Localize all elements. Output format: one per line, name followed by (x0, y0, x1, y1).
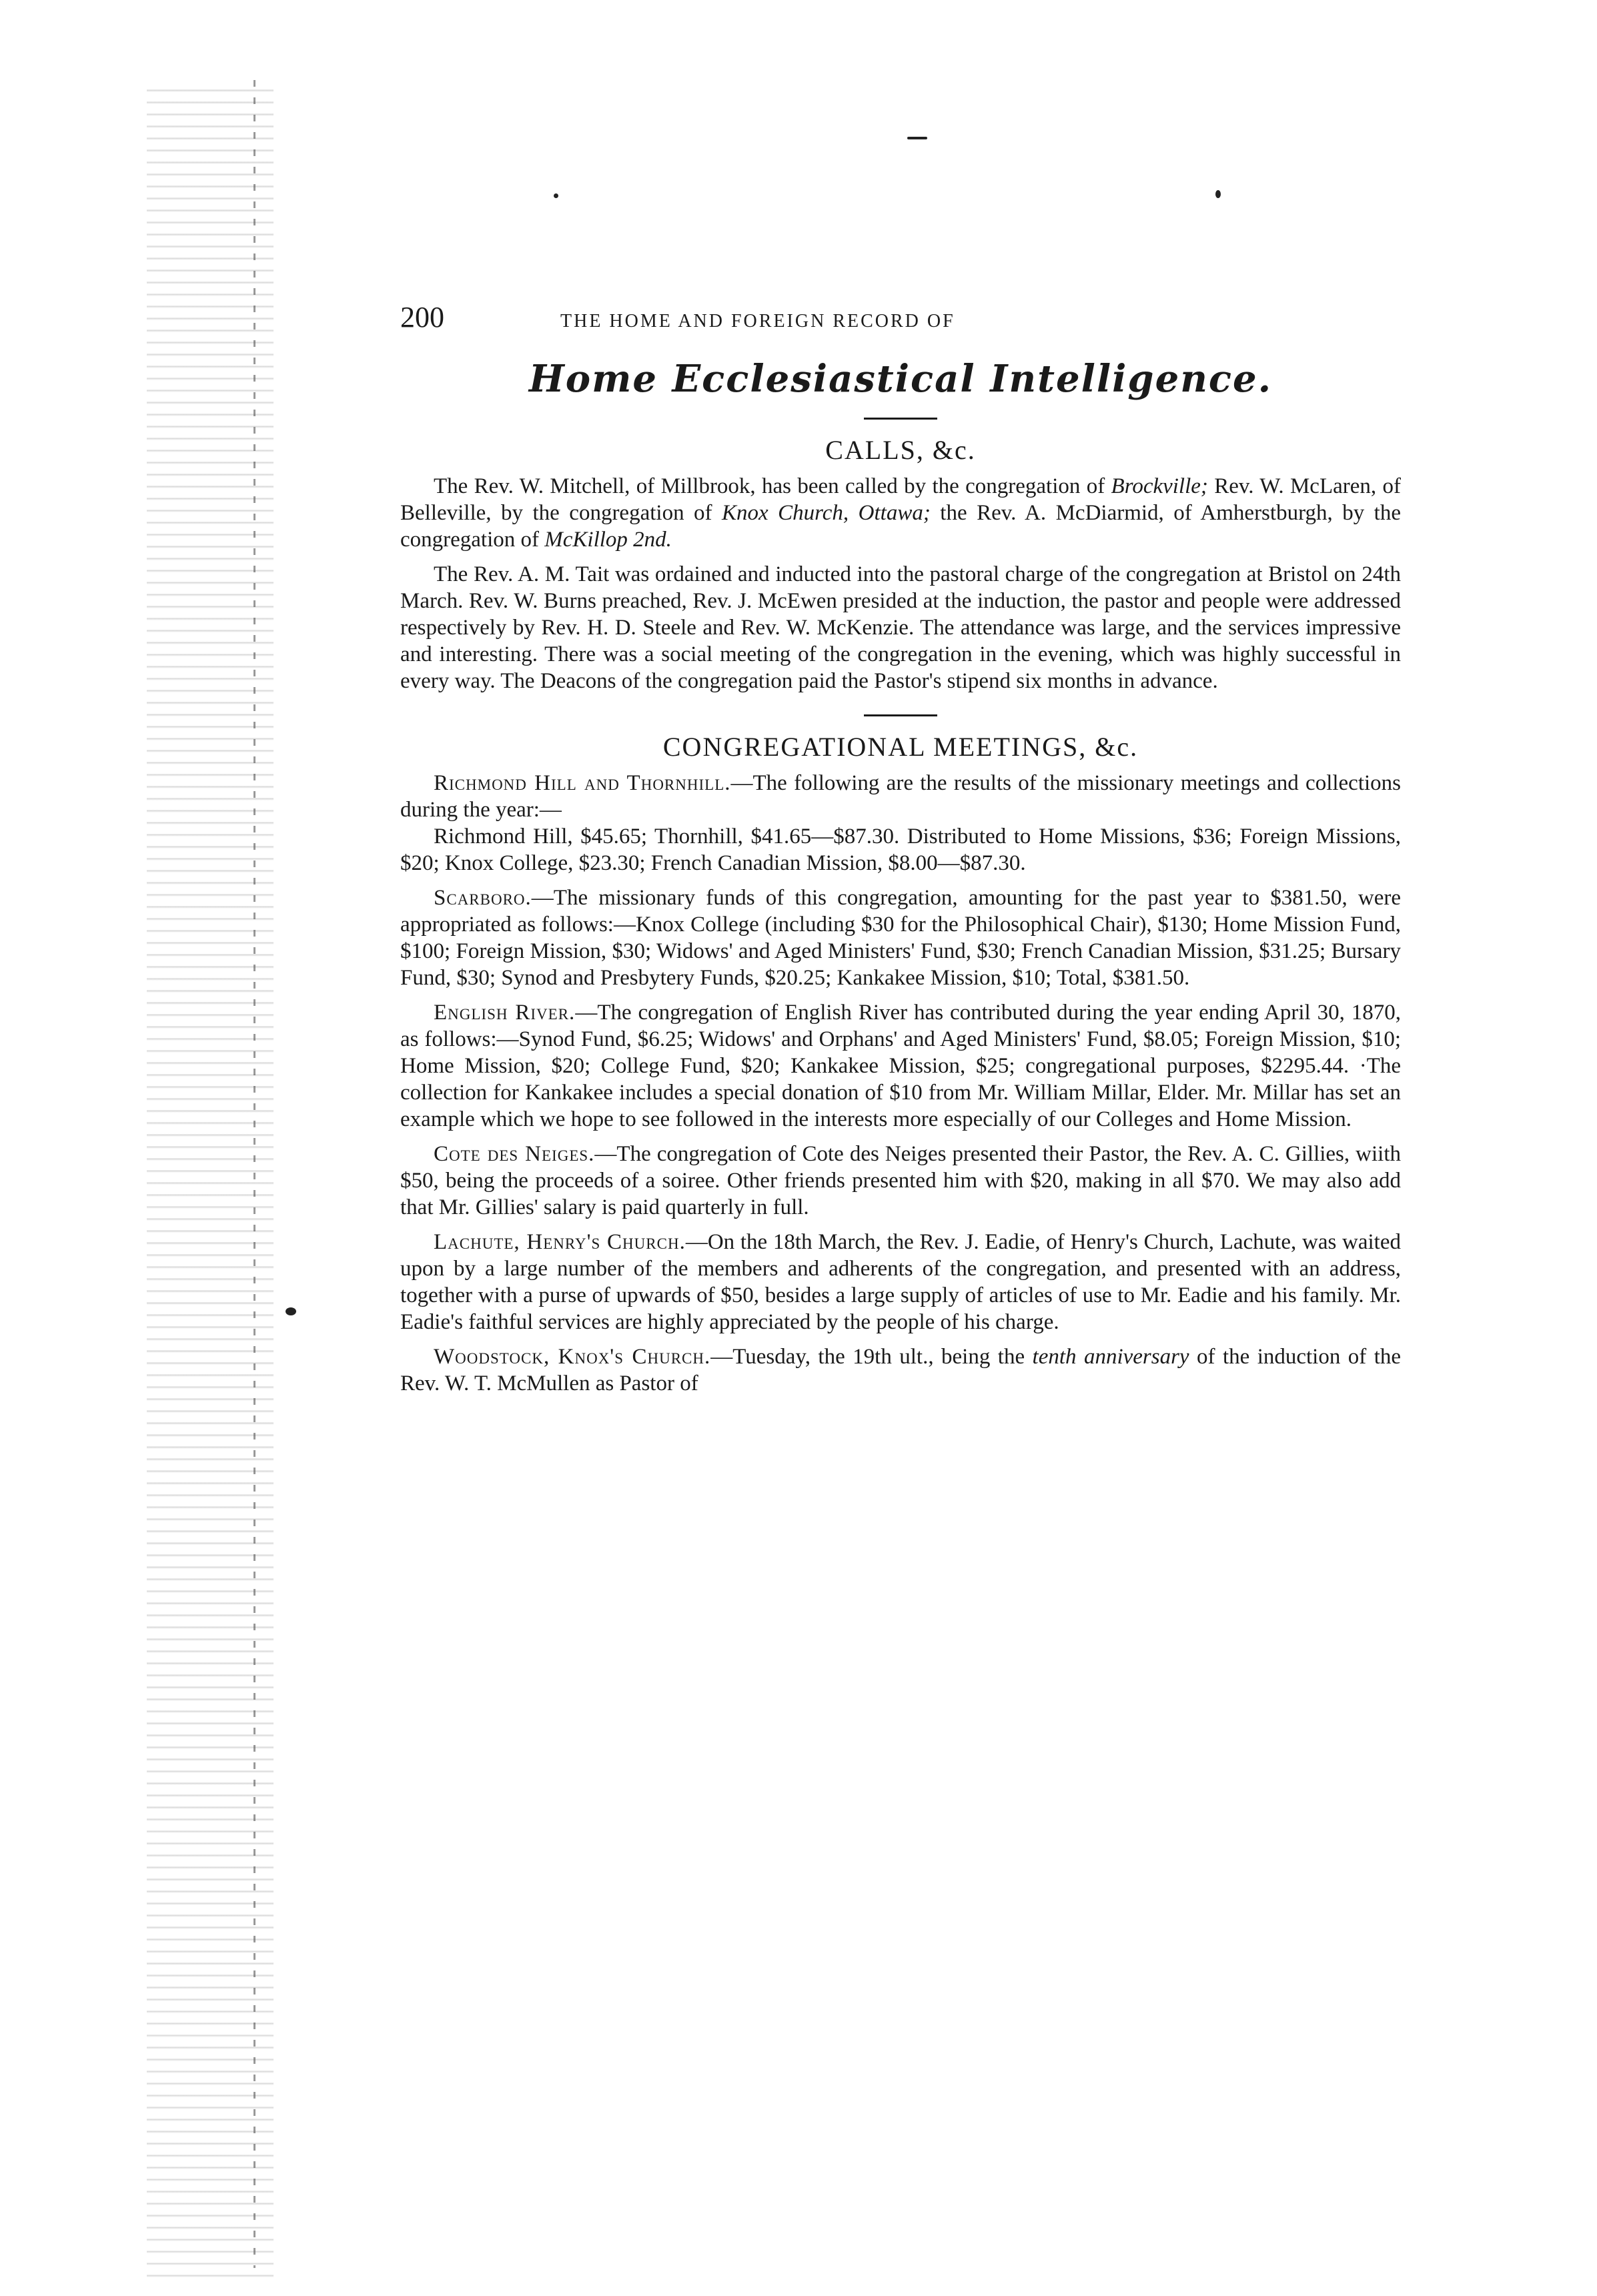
binding-line (253, 80, 255, 2268)
run-in-heading: Woodstock, Knox's Church. (434, 1344, 711, 1369)
page-number: 200 (400, 301, 444, 334)
richmond-paragraph: Richmond Hill and Thornhill.—The following are the results of the missionary meetings and collections during the year:— (400, 770, 1402, 822)
lachute-paragraph: Lachute, Henry's Church.—On the 18th March, the Rev. J. Eadie, of Henry's Church, Lachute, was waited upon by a large number of the members and adherents of the congregation, and presented with an address, together with a purse of upwards of $50, besides a large supply of articles of use to Mr. Eadie and his family. Mr. Eadie's faithful services are highly appreciated by the people of his charge. (400, 1229, 1401, 1334)
section-title: Home Ecclesiastical Intelligence. (528, 357, 1273, 401)
richmond-collections: Richmond Hill, $45.65; Thornhill, $41.65—$87.30. Distributed to Home Missions, $36; Foreign Missions, $20; Knox College, $23.30; French Canadian Mission, $8.00—$87.30. (400, 824, 1401, 875)
ink-speck (554, 193, 558, 198)
run-in-heading: Lachute, Henry's Church. (434, 1229, 686, 1254)
divider (864, 714, 937, 716)
divider (864, 418, 937, 420)
calls-heading: CALLS, &c. (825, 434, 976, 465)
woodstock-paragraph: Woodstock, Knox's Church.—Tuesday, the 19th ult., being the tenth anniversary of the induction of the Rev. W. T. McMullen as Pastor of (400, 1344, 1402, 1395)
run-in-heading: Cote des Neiges. (434, 1141, 595, 1166)
run-in-heading: Richmond Hill and Thornhill. (434, 770, 731, 795)
ink-speck (286, 1307, 296, 1315)
page-content (400, 300, 1401, 1405)
cote-des-neiges-paragraph: Cote des Neiges.—The congregation of Cote des Neiges presented their Pastor, the Rev. A. C. Gillies, wiith $50, being the proceeds of a soiree. Other friends presented him with $20, making in all $70. We may also add that Mr. Gillies' salary is paid quarterly in full. (400, 1141, 1401, 1219)
calls-paragraph-2: The Rev. A. M. Tait was ordained and inducted into the pastoral charge of the congregation at Bristol on 24th March. Rev. W. Burns preached, Rev. J. McEwen presided at the induction, the pastor and people were addressed respectively by Rev. H. D. Steele and Rev. W. McKenzie. The attendance was large, and the services impressive and interesting. There was a social meeting of the congregation in the evening, which was highly successful in every way. The Deacons of the congregation paid the Pastor's stipend six months in advance. (400, 562, 1401, 693)
journal-title: THE HOME AND FOREIGN RECORD OF (560, 311, 955, 332)
run-in-heading: English River. (434, 1000, 576, 1025)
ink-speck (1215, 190, 1221, 198)
run-in-heading: Scarboro. (434, 885, 532, 910)
english-river-paragraph: English River.—The congregation of English River has contributed during the year ending April 30, 1870, as follows:—Synod Fund, $6.25; Widows' and Orphans' and Aged Ministers' Fund, $8.05; Foreign Mission, $10; Home Mission, $20; College Fund, $20; Kankakee Mission, $25; congregational purposes, $2295.44. ·The collection for Kankakee includes a special donation of $10 from Mr. William Millar, Elder. Mr. Millar has set an example which we hope to see followed in the interests more especially of our Colleges and Home Mission. (400, 1000, 1401, 1131)
scarboro-paragraph: Scarboro.—The missionary funds of this congregation, amounting for the past year to $381.50, were appropriated as follows:—Knox College (including $30 for the Philosophical Chair), $130; Home Mission Fund, $100; Foreign Mission, $30; Widows' and Aged Ministers' Fund, $30; French Canadian Mission, $31.25; Bursary Fund, $30; Synod and Presbytery Funds, $20.25; Kankakee Mission, $10; Total, $381.50. (400, 885, 1401, 990)
meetings-heading: CONGREGATIONAL MEETINGS, &c. (662, 731, 1139, 762)
calls-paragraph-1: The Rev. W. Mitchell, of Millbrook, has been called by the congregation of Brockville; Rev. W. McLaren, of Belleville, by the congregation of Knox Church, Ottawa; the Rev. A. McDiarmid, of Amherstburgh, by the congregation of McKillop 2nd. (400, 474, 1401, 552)
ink-speck (907, 137, 927, 139)
running-head (400, 300, 1401, 340)
